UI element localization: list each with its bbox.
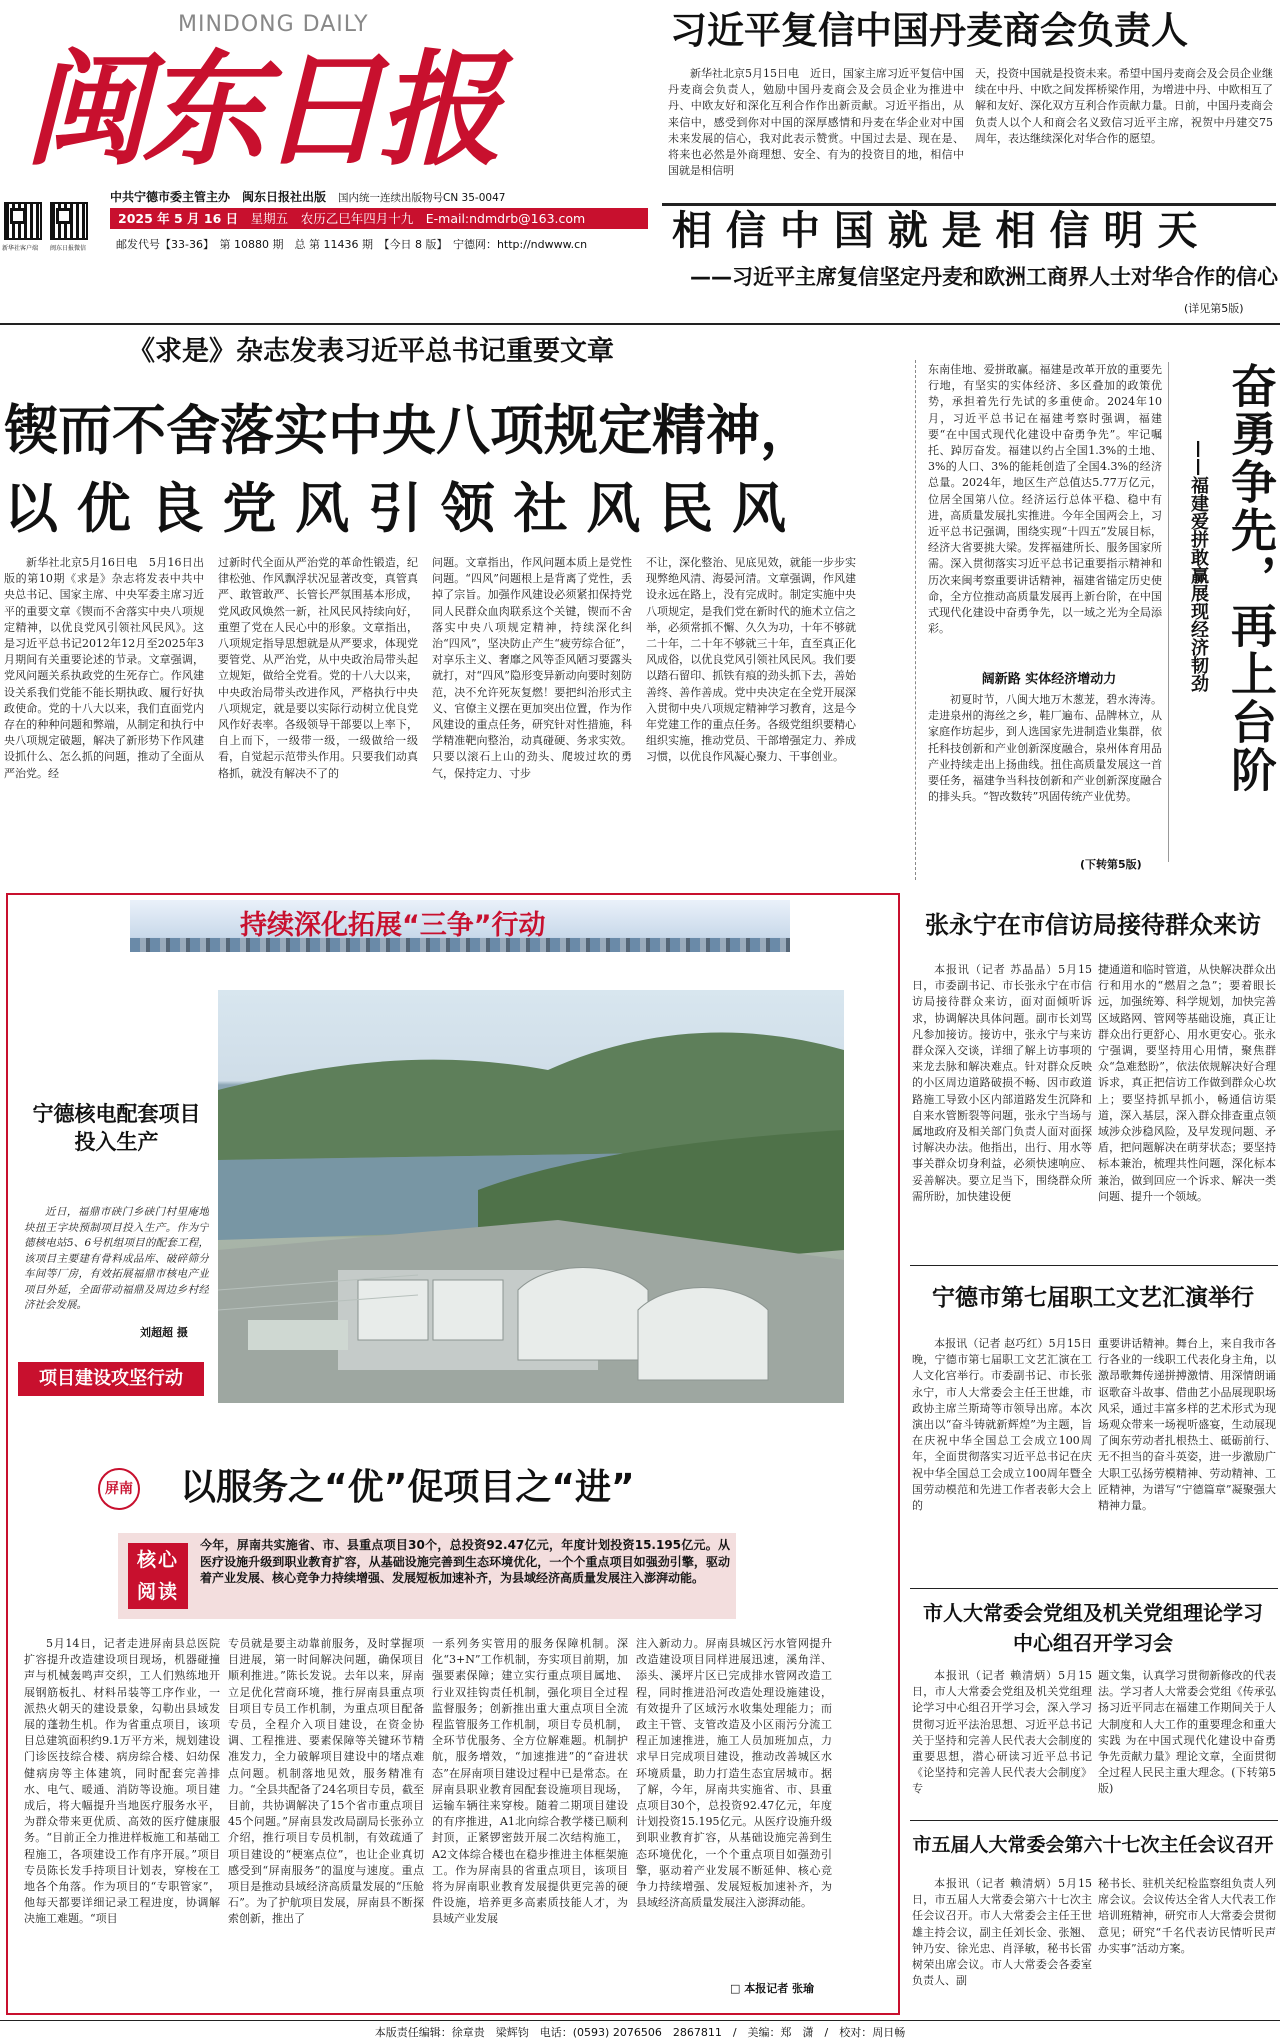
special-col2: 专员就是要主动靠前服务，及时掌握项目进展，第一时间解决问题，确保项目顺利推进。”陈长发说。去年以来，屏南立足优化营商环境，推行屏南县重点项目项目专员工作机制，为重点项目配备专员，全程介入项目建设，在资金协调、工程推进、要素保障等关键环节精准发力，全力破解项目建设中的堵点难点问题。机制落地见效，服务精准有力。“全县共配备了24名项目专员，截至目前，共协调解决了15个省市重点项目45个问题。”屏南县发改局副局长张孙立介绍，推行项目专员机制，有效疏通了项目建设的“梗塞点位”，也让企业真切感受到“屏南服务”的温度与速度。重点项目是推动县域经济高质量发展的“压舱石”。为了护航项目发展，屏南县不断探索创新，推出了 — [228, 1637, 424, 1926]
jump-note: (详见第5版) — [1184, 302, 1244, 315]
special-col3: 一系列务实管用的服务保障机制。深化“3+N”工作机制，夯实项目前期，加强要素保障；建立实行重点项目属地、行业双挂钩责任机制，强化项目全过程监督服务；创新推出重大重点项目全流程监管服务工作机制，项目专员机制，全环节优服务、全方位解难题。机制护航，服务增效，“加速推进”的“奋进状态”在屏南项目建设过程中已是常态。在屏南县职业教育园配套设施项目现场，运输车辆往来穿梭。随着二期项目建设的有序推进，A1北向综合教学楼已顺利封顶，正紧锣密鼓开展二次结构施工，A2文体综合楼也在稳步推进主体框架施工。作为屏南县的省重点项目，该项目将为屏南职业教育发展提供更完善的硬件设施，培养更多高素质技能人才，为县域产业发展 — [432, 1637, 628, 1926]
masthead-english: MINDONG DAILY — [178, 12, 369, 37]
summary-tag: 核心阅读 — [128, 1543, 188, 1609]
banner-title: 持续深化拓展“三争”行动 — [240, 910, 546, 941]
place-tag: 屏南 — [98, 1468, 140, 1510]
weekday: 星期五 — [250, 211, 289, 226]
news2-col2: 重要讲话精神。舞台上，来自我市各行各业的一线职工代表化身主角，以激昂歌舞传递拼搏激情、用深情朗诵讴歌奋斗故事、借曲艺小品展现职场风采，通过丰富多样的艺术形式为现场观众带来一场视听盛宴，生动展现了闽东劳动者扎根热土、砥砺前行、无不担当的奋斗英姿，进一步激励广大职工弘扬劳模精神、劳动精神、工匠精神，为谱写“宁德篇章”凝聚强大精神力量。 — [1098, 1337, 1276, 1513]
issue-info: 邮发代号【33-36】 第 10880 期 总 第 11436 期 【今日 8 版】 宁德网：http://ndwww.cn — [116, 238, 588, 251]
lead-col2: 过新时代全面从严治党的革命性锻造，纪律松弛、作风飘浮状况显著改变，真管真严、敢管敢严、长管长严氛围基本形成，党风政风焕然一新，社风民风持续向好，重塑了党在人民心中的形象。文章指出，八项规定指导思想就是从严要求，体现党要管党、从严治党，从中央政治局带头起立规矩，做给全党看。党的十八大以来，中央政治局带头改进作风，严格执行中央八项规定，就是要以实际行动树立优良党风作好表率。各级领导干部要以上率下，自上而下，一级带一级，一级做给一级看，自觉起示范带头作用。只要我们动真格抓，就没有解决不了的 — [218, 556, 418, 780]
news1-col1: 本报讯（记者 苏晶晶）5月15日，市委副书记、市长张永宁在市信访局接待群众来访，面对面倾听诉求，协调解决具体问题。副市长刘骂凡参加接访。接访中，张永宁与来访群众深入交谈，详细了解上访事项的来龙去脉和解决难点。针对群众反映的小区周边道路破损不畅、因市政道路施工导致小区内部道路发生沉降和自来水管断裂等问题，张永宁当场与属地政府及相关部门负责人面对面探讨解决办法。他指出，出行、用水等事关群众切身利益，必须快速响应、妥善解决。要立足当下，围绕群众所需所盼，加快建设便 — [912, 963, 1092, 1203]
news2-headline: 宁德市第七届职工文艺汇演举行 — [932, 1285, 1254, 1311]
commentary-subtitle: ——习近平主席复信坚定丹麦和欧洲工商界人士对华合作的信心 — [690, 265, 1278, 289]
feature-subhead: 阔新路 实体经济增动力 — [981, 672, 1117, 687]
news4-col2: 秘书长、驻机关纪检监察组负责人列席会议。会议传达全省人大代表工作培训班精神，研究市人大常委会贯彻意见；研究“千名代表访民情听民声办实事”活动方案。 — [1098, 1877, 1276, 1955]
lead-headline-line2: 以 优 良 党 风 引 领 社 风 民 风 — [4, 477, 786, 540]
news3-col2: 题文集，认真学习贯彻新修改的代表法。学习者人大常委会党组《传承弘扬习近平同志在福建工作期间关于人大制度和人大工作的重要理念和重大实践 为在中国式现代化建设中奋勇争先贡献力量》理论文章，全面贯彻全过程人民民主重大理念。(下转第5版) — [1098, 1669, 1276, 1796]
feature-vertical-title: 奋勇争先，再上台阶 — [1224, 362, 1278, 794]
issue-date: 2025 年 5 月 16 日 — [118, 211, 239, 226]
masthead-publisher: 中共宁德市委主管主办 闽东日报社出版 国内统一连续出版物号CN 35-0047 — [110, 190, 506, 204]
email: E-mail:ndmdrb@163.com — [425, 211, 586, 226]
top-story-col1: 新华社北京5月15日电 近日，国家主席习近平复信中国丹麦商会负责人，勉励中国丹麦商会及会员企业为推进中丹、中欧友好和深化互利合作作出新贡献。习近平指出，从来信中，感受到你对中国的深厚感情和丹麦在华企业对中国未来发展的信心，我对此表示赞赏。中国过去是、现在是、将来也必然是外商理想、安全、有为的投资目的地，相信中国就是相信明 — [668, 67, 964, 178]
photo-credit: 刘超超 摄 — [140, 1326, 188, 1339]
masthead-title: 闽东日报 — [24, 38, 497, 183]
top-story-col2: 天，投资中国就是投资未来。希望中国丹麦商会及会员企业继续在中丹、中欧之间发挥桥梁作用，为增进中丹、中欧相互了解和友好、深化双方互利合作贡献力量。日前，中国丹麦商会负责人以个人和商会名义致信习近平主席，祝贺中丹建交75周年，表达继续深化对华合作的愿望。 — [975, 67, 1273, 145]
feature-body1: 东南佳地、爱拼敢赢。福建是改革开放的重要先行地，有坚实的实体经济、多区叠加的政策优势，承担着先行先试的多重使命。2024年10月，习近平总书记在福建考察时强调，福建要“在中国式现代化建设中奋勇争先”。牢记嘱托、踔厉奋发。福建以约占全国1.3%的土地、3%的人口、3%的能耗创造了全国4.3%的经济总量。2024年，地区生产总值达5.77万亿元，位居全国第八位。经济运行总体平稳、稳中有进，高质量发展扎实推进。今年全国两会上，习近平总书记强调，围绕实现“十四五”发展目标，经济大省要挑大梁。发挥福建所长、服务国家所需。深入贯彻落实习近平总书记重要指示精神和历次来闽考察重要讲话精神，福建省锚定历史使命，全方位推动高质量发展再上新台阶，在中国式现代化建设中奋勇争先，以一域之光为全局添彩。 — [928, 363, 1162, 636]
news4-headline: 市五届人大常委会第六十七次主任会议召开 — [912, 1834, 1274, 1856]
cn-number: 国内统一连续出版物号CN 35-0047 — [338, 192, 506, 204]
nuclear-photo — [218, 990, 844, 1403]
section-tag: 项目建设攻坚行动 — [18, 1362, 204, 1396]
date-bar — [110, 208, 648, 229]
news3-col1: 本报讯（记者 赖清炳）5月15日，市人大常委会党组及机关党组理论学习中心组召开学习会，深入学习贯彻习近平法治思想、习近平总书记关于坚持和完善人民代表大会制度的重要思想，潜心研读习近平总书记《论坚持和完善人民代表大会制度》专 — [912, 1669, 1092, 1796]
lead-col1: 新华社北京5月16日电 5月16日出版的第10期《求是》杂志将发表中共中央总书记、国家主席、中央军委主席习近平的重要文章《锲而不舍落实中央八项规定精神，以优良党风引领社风民风》。这是习近平总书记2012年12月至2025年3月期间有关重要论述的节录。文章强调，党风问题关系执政党的生死存亡。作风建设关系我们党能不能长期执政、履行好执政使命。党的十八大以来，我们直面党内存在的种种问题和弊端，从制定和执行中央八项规定破题，解决了新形势下作风建设抓什么、怎么抓的问题，推动了全面从严治党。经 — [4, 556, 204, 780]
news3-headline: 市人大常委会党组及机关党组理论学习中心组召开学习会 — [923, 1601, 1263, 1655]
news1-col2: 捷通道和临时管道，从快解决群众出行和用水的“燃眉之急”；要着眼长远，加强统筹、科学规划，加快完善区域路网、管网等基础设施，真正让群众出行更舒心、用水更安心。张永宁强调，要坚持用心用情，聚焦群众“急难愁盼”，依法依规解决好合理诉求，真正把信访工作做到群众心坎上；要坚持抓早抓小，畅通信访渠道，深入基层，深入群众排查重点领域涉众涉稳风险，及早发现问题、矛盾，把问题解决在萌芽状态；要坚持标本兼治，梳理共性问题，深化标本兼治，做到回应一个诉求、解决一类问题、提升一个领域。 — [1098, 963, 1276, 1203]
news4-col1: 本报讯（记者 赖清炳）5月15日，市五届人大常委会第六十七次主任会议召开。市人大常委会主任王世雄主持会议，副主任刘长金、张翘、钟乃安、徐光忠、肖泽敏，秘书长雷树荣出席会议。市人大常委会各委室负责人、副 — [912, 1877, 1092, 1988]
lead-kicker: 《求是》杂志发表习近平总书记重要文章 — [128, 336, 614, 367]
photo-caption: 近日，福鼎市硖门乡硖门村里庵地块扭王字块预制项目投入生产。作为宁德核电站5、6号机组项目的配套工程，该项目主要建有骨料成品库、破碎筛分车间等厂房，有效拓展福鼎市核电产业项目外延，全面带动福鼎及周边乡村经济社会发展。 — [24, 1206, 209, 1311]
lunar-date: 农历乙巳年四月十九 — [300, 211, 414, 226]
commentary-title: 相 信 中 国 就 是 相 信 明 天 — [672, 207, 1198, 254]
photo-title: 宁德核电配套项目投入生产 — [32, 1102, 201, 1154]
special-byline: □ 本报记者 张瑜 — [730, 1982, 815, 1995]
news1-headline: 张永宁在市信访局接待群众来访 — [925, 911, 1261, 939]
special-col1: 5月14日，记者走进屏南县总医院扩容提升改造建设项目现场，机器碰撞声与机械轰鸣声交织，工人们熟练地开展钢筋板扎、材料吊装等工序作业，一派热火朝天的建设景象，勾勒出县域发展的蓬勃生机。作为省重点项目，该项目总建筑面积约9.1万平方米，规划建设门诊医技综合楼、病房综合楼、妇幼保健病房等主体建筑，同时配套完善排水、电气、暖通、消防等设施。项目建成后，将大幅提升当地医疗服务水平，为群众带来更优质、高效的医疗健康服务。“目前正全力推进样板施工和基础工程施工，各项建设工作有序开展。”项目专员陈长发手持项目计划表，穿梭在工地各个角落。作为项目的“专职管家”，他每天都要详细记录工程进度，协调解决施工难题。“项目 — [24, 1637, 220, 1926]
feature-body2: 初夏时节，八闽大地万木葱茏，碧水涛涛。走进泉州的海丝之乡，鞋厂遍布、品牌林立，从家庭作坊起步，到人选国家先进制造业集群，依托科技创新和产业创新深度融合，泉州体育用品产业持续走出上扬曲线。扭住高质量发展这一首要任务，福建争当科技创新和产业创新深度融合的排头兵。“智改数转”巩固传统产业优势。 — [928, 693, 1162, 804]
qr-label: 闽东日报微信 — [50, 245, 87, 252]
top-story-headline: 习近平复信中国丹麦商会负责人 — [670, 9, 1188, 52]
lead-col3: 问题。文章指出，作风问题本质上是党性问题。“四风”问题根上是背离了党性，丢掉了宗旨。加强作风建设必须紧扣保持党同人民群众血肉联系这个关键，锲而不舍落实中央八项规定精神，持续深化纠治“四风”，坚决防止产生“疲劳综合征”，对享乐主义、奢靡之风等歪风陋习要露头就打，对“四风”隐形变异新动向要时刻防范，决不允许死灰复燃！要把纠治形式主义、官僚主义摆在更加突出位置，作为作风建设的重点任务，研究针对性措施，科学精准靶向整治，动真碰硬、务求实效。只要以滚石上山的劲头、爬坡过坎的勇气，保持定力、寸步 — [432, 556, 632, 780]
special-headline: 以服务之“优”促项目之“进” — [180, 1467, 635, 1508]
feature-vertical-subtitle: ——福建爱拼敢赢展现经济韧劲 — [1188, 440, 1209, 692]
news2-col1: 本报讯（记者 赵巧红）5月15日晚，宁德市第七届职工文艺汇演在工人文化宫举行。市委副书记、市长张永宁，市人大常委会主任王世雄，市政协主席兰斯琦等市领导出席。本次演出以“奋斗铸就新辉煌”为主题，旨在庆祝中华全国总工会成立100周年，全面贯彻落实习近平总书记在庆祝中华全国总工会成立100周年暨全国劳动模范和先进工作者表彰大会上的 — [912, 1337, 1092, 1513]
feature-jump-note: (下转第5版) — [1080, 858, 1142, 871]
footer-credits: 本版责任编辑：徐章贵 梁辉钧 电话：(0593) 2076506 2867811 / 美编：郑 潇 / 校对：周日畅 — [374, 2026, 906, 2039]
qr-label: 新华社客户端 — [2, 245, 39, 252]
summary-text: 今年，屏南共实施省、市、县重点项目30个，总投资92.47亿元，年度计划投资15.195亿元。从医疗设施升级到职业教育扩容，从基础设施完善到生态环境优化，一个个重点项目如强劲引擎，驱动着产业发展、核心竞争力持续增强、发展短板加速补齐，为县域经济高质量发展注入澎湃动能。 — [200, 1538, 730, 1585]
qr-code — [4, 202, 42, 240]
special-col4: 注入新动力。屏南县城区污水管网提升改造建设项目同样进展迅速，溪角洋、添头、溪坪片区已完成排水管网改造工程，同时推进沿河改造处理设施建设，有效提升了区域污水收集处理能力；而政主干管、支管改造及小区雨污分流工程正加速推进，施工人员加班加点，力求早日完成项目建设，推动改善城区水环境质量，助力打造生态宜居城市。据了解，今年，屏南共实施省、市、县重点项目30个，总投资92.47亿元，年度计划投资15.195亿元。从医疗设施升级到职业教育扩容，从基础设施完善到生态环境优化，一个个重点项目如强劲引擎，驱动着产业发展不断延伸、核心竞争力持续增强、发展短板加速补齐，为县域经济高质量发展注入澎湃动能。 — [636, 1637, 832, 1910]
qr-code — [50, 202, 88, 240]
lead-col4: 不让，深化整治、见底见效，就能一步步实现弊绝风清、海晏河清。文章强调，作风建设永远在路上，没有完成时。制定实施中央八项规定，是我们党在新时代的施术立信之举，必须常抓不懈、久久为功，十年不够就二十年，二十年不够就三十年，直至真正化风成俗，以优良党风引领社风民风。我们要以踏石留印、抓铁有痕的劲头抓下去，善始善终、善作善成。党中央决定在全党开展深入贯彻中央八项规定精神学习教育，这是今年党建工作的重点任务。各级党组织要精心组织实施，推动党员、干部增强定力、养成习惯，以优良作风凝心聚力、干事创业。 — [646, 556, 856, 764]
lead-headline-line1: 锲而不舍落实中央八项规定精神， — [4, 399, 814, 462]
photo-illustration — [218, 990, 844, 1403]
